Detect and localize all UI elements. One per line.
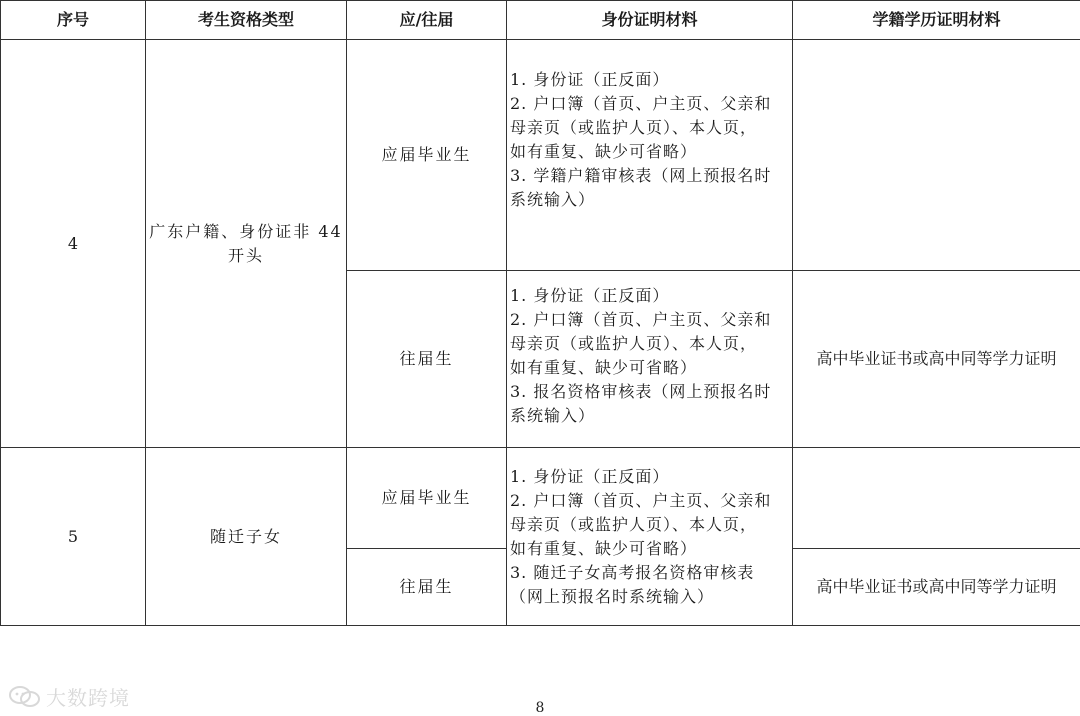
identity-doc-line: 如有重复、缺少可省略） [510, 358, 698, 377]
identity-doc-line: 如有重复、缺少可省略） [510, 142, 698, 161]
education-docs-cell [793, 448, 1080, 549]
header-education-docs: 学籍学历证明材料 [793, 1, 1080, 40]
row-index-cell [1, 40, 146, 448]
identity-docs-cell [507, 40, 793, 271]
grad-status-cell: 往届生 [347, 271, 507, 448]
identity-doc-line: 1. 身份证（正反面） [510, 467, 670, 486]
grad-status-cell: 往届生 [347, 549, 507, 626]
header-identity-docs: 身份证明材料 [507, 1, 793, 40]
identity-doc-line: 3. 随迁子女高考报名资格审核表 [510, 563, 755, 582]
qualification-text-line-2: 开头 [227, 245, 264, 265]
identity-doc-line: 3. 学籍户籍审核表（网上预报名时 [510, 166, 772, 185]
identity-doc-line: 系统输入） [510, 190, 596, 209]
row-index: 5 [67, 526, 79, 546]
identity-docs-cell [507, 448, 793, 626]
identity-doc-line: （网上预报名时系统输入） [510, 587, 715, 606]
table-row [1, 40, 1080, 271]
table-row [1, 448, 1080, 549]
header-grad-status: 应/往届 [347, 1, 507, 40]
identity-doc-line: 如有重复、缺少可省略） [510, 539, 698, 558]
page-number: 8 [535, 700, 545, 716]
qualification-cell: 随迁子女 [146, 448, 347, 626]
identity-doc-line: 2. 户口簿（首页、户主页、父亲和 [510, 491, 772, 510]
qualification-cell [146, 40, 347, 448]
identity-doc-line: 母亲页（或监护人页）、本人页， [510, 515, 758, 534]
qualification-text-line-1: 广东户籍、身份证非 44 [149, 221, 343, 241]
identity-doc-line: 母亲页（或监护人页）、本人页， [510, 334, 758, 353]
table-header-row [1, 1, 1080, 40]
header-qualification: 考生资格类型 [146, 1, 347, 40]
identity-doc-line: 1. 身份证（正反面） [510, 70, 670, 89]
education-docs-cell: 高中毕业证书或高中同等学力证明 [793, 549, 1080, 626]
identity-doc-line: 2. 户口簿（首页、户主页、父亲和 [510, 310, 772, 329]
identity-docs-cell [507, 271, 793, 448]
education-docs-cell [793, 40, 1080, 271]
identity-doc-line: 系统输入） [510, 406, 596, 425]
identity-doc-line: 母亲页（或监护人页）、本人页， [510, 118, 758, 137]
row-index-cell [1, 448, 146, 626]
identity-doc-line: 3. 报名资格审核表（网上预报名时 [510, 382, 772, 401]
row-index: 4 [67, 233, 79, 253]
header-index: 序号 [1, 1, 146, 40]
grad-status-cell: 应届毕业生 [347, 448, 507, 549]
identity-doc-line: 2. 户口簿（首页、户主页、父亲和 [510, 94, 772, 113]
watermark-text: 大数跨境 [46, 686, 130, 710]
identity-doc-line: 1. 身份证（正反面） [510, 286, 670, 305]
grad-status-cell: 应届毕业生 [347, 40, 507, 271]
education-docs-cell: 高中毕业证书或高中同等学力证明 [793, 271, 1080, 448]
